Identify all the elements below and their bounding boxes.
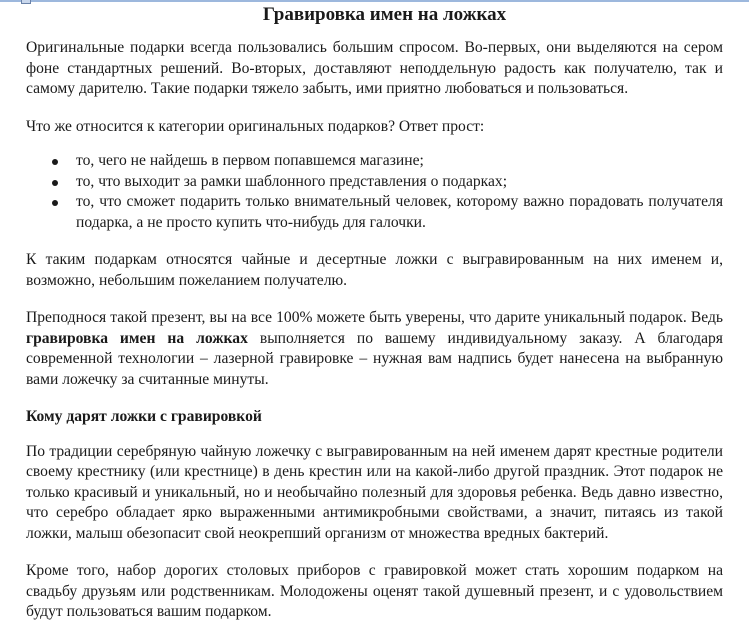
list-item-text: то, чего не найдешь в первом попавшемся магазине;	[76, 152, 424, 169]
list-item-text: то, что выходит за рамки шаблонного представления о подарках;	[76, 172, 508, 190]
gift-criteria-list	[26, 151, 723, 233]
document-page	[26, 3, 723, 623]
section-subheading: Кому дарят ложки с гравировкой	[26, 408, 262, 425]
bullet-icon	[52, 159, 58, 165]
tradition-paragraph: По традиции серебряную чайную ложечку с выгравированным на ней именем дарят крестные родители своему крестнику (или крестнице) в день крестин или на какой-либо другой праздник. Этот подарок не только красивый и уникальный, но и необычайно полезный для здоровья ребенка. Ведь давно известно, что серебро обладает ярко выраженными антимикробными свойствами, а значит, питаясь из такой ложки, малыш обезопасит свой неокрепший организм от множества вредных бактерий.	[26, 442, 723, 542]
present-text-part2: выполняется по вашему индивидуальному заказу. А благодаря современной технологии – лазерной гравировке – нужная вам надпись будет нанесена на выбранную вами ложечку за считанные минуты.	[26, 329, 723, 388]
wedding-paragraph: Кроме того, набор дорогих столовых приборов с гравировкой может стать хорошим подарком на свадьбу друзьям или родственникам. Молодожены оценят такой душевный презент, и с удовольствием будут пользоваться вашим подарком.	[26, 562, 723, 620]
document-title: Гравировка имен на ложках	[262, 4, 507, 25]
list-item	[26, 192, 723, 233]
bullet-icon	[52, 180, 58, 186]
question-paragraph: Что же относится к категории оригинальных подарков? Ответ прост:	[26, 117, 485, 135]
list-item	[26, 151, 723, 172]
intro-paragraph: Оригинальные подарки всегда пользовались большим спросом. Во-первых, они выделяются на сером фоне стандартных решений. Во-вторых, доставляют неподдельную радость как получателю, так и самому дарителю. Такие подарки тяжело забыть, ими приятно любоваться и пользоваться.	[26, 39, 723, 97]
bullet-icon	[52, 200, 58, 206]
spoons-paragraph: К таким подаркам относятся чайные и десертные ложки с выгравированным на них именем и, возможно, небольшим пожеланием получателю.	[26, 251, 723, 289]
list-item-text: то, что сможет подарить только внимательный человек, которому важно порадовать получателя подарка, а не просто купить что-нибудь для галочки.	[76, 193, 723, 231]
present-text-part1: Преподнося такой презент, вы на все 100% можете быть уверены, что дарите уникальный подарок. Ведь	[26, 309, 723, 326]
list-item	[26, 172, 723, 193]
window-top-edge	[0, 0, 749, 2]
present-text-bold: гравировка имен на ложках	[26, 329, 248, 347]
present-paragraph	[26, 308, 723, 390]
